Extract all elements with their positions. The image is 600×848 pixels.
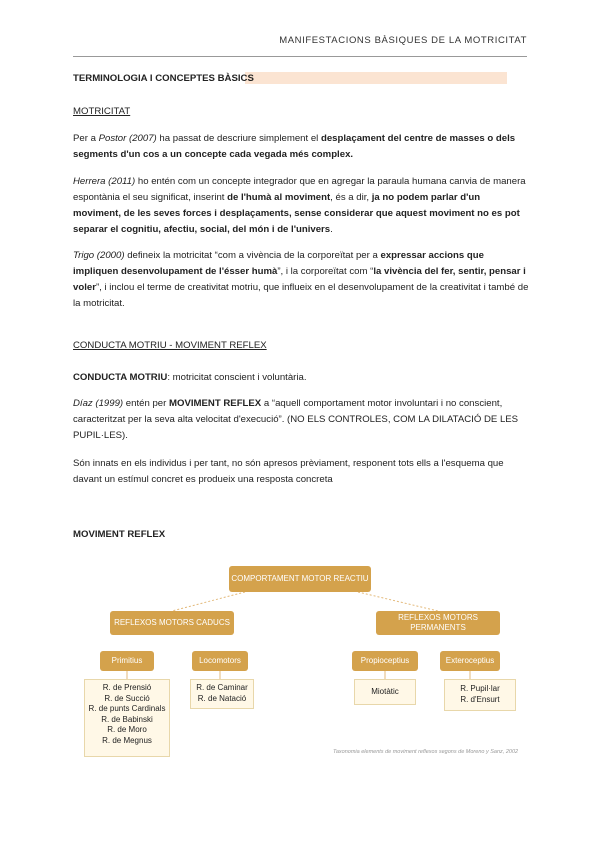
diagram-node-primitius: Primitius bbox=[100, 651, 154, 671]
connector-root-right bbox=[358, 592, 438, 611]
diagram-node-propioceptius: Propioceptius bbox=[352, 651, 418, 671]
diagram-node-exteroceptius: Exteroceptius bbox=[440, 651, 500, 671]
subhead-conducta-motriu: CONDUCTA MOTRIU - MOVIMENT REFLEX bbox=[73, 340, 267, 351]
leaf-item: Miotàtic bbox=[371, 687, 399, 696]
leaf-list-primitius bbox=[84, 679, 170, 757]
paragraph-diaz: Díaz (1999) entén per MOVIMENT REFLEX a “aquell comportament motor involuntari i no conscient, caracteritzat per la seva alta velocitat d'execució”. (NO ELS CONTROLES, COM LA DILATACIÓ DE LES PUPIL·LES). bbox=[73, 398, 519, 441]
subhead-motricitat: MOTRICITAT bbox=[73, 106, 131, 117]
diagram-node-caducs: REFLEXOS MOTORS CADUCS bbox=[110, 611, 234, 635]
diagram-node-permanents: REFLEXOS MOTORS PERMANENTS bbox=[376, 611, 500, 635]
diagram-root-node: COMPORTAMENT MOTOR REACTIU bbox=[229, 566, 371, 592]
leaf-list-propioceptius bbox=[354, 679, 416, 705]
paragraph-herrera: Herrera (2011) ho entén com un concepte integrador que en agregar la paraula humana canvia de manera espontània el seu significat, inserint de l'humà al moviment, és a dir, ja no podem parlar d'un moviment, de les seves forces i desplaçaments, sense considerar que aquest moviment no es pot separar el cognitiu, afectiu, social, del món i de l'univers. bbox=[73, 176, 526, 235]
leaf-list-locomotors bbox=[190, 679, 254, 709]
paragraph-postor: Per a Postor (2007) ha passat de descriure simplement el desplaçament del centre de masses o dels segments d'un cos a un concepte cada vegada més complex. bbox=[73, 133, 516, 160]
leaf-item: R. Pupil·lar bbox=[460, 684, 500, 693]
diagram-node-locomotors: Locomotors bbox=[192, 651, 248, 671]
connector-root-left bbox=[172, 592, 245, 611]
leaf-list-exteroceptius bbox=[444, 679, 516, 711]
diagram-caption: Taxonomia elements de moviment reflexos segons de Moreno y Sanz, 2002 bbox=[333, 749, 519, 755]
paragraph-trigo: Trigo (2000) defineix la motricitat “com a vivència de la corporeïtat per a expressar accions que impliquen desenvolupament de l'ésser humà”, i la corporeïtat com “la vivència del fer, sentir, pensar i voler”, i inclou el terme de creativitat motriu, que influeix en el desenvolupament de la creativitat i també de la motricitat. bbox=[73, 250, 529, 309]
leaf-item: R. d'Ensurt bbox=[460, 694, 500, 704]
paragraph-conducta-motriu: CONDUCTA MOTRIU: motricitat conscient i voluntària. bbox=[73, 372, 307, 383]
leaf-item: R. de Succió bbox=[104, 693, 150, 703]
leaf-item: R. de Caminar bbox=[196, 683, 248, 692]
leaf-item: R. de punts Cardinals bbox=[88, 704, 166, 714]
leaf-item: R. de Prensió bbox=[102, 683, 152, 692]
leaf-item: R. de Megnus bbox=[102, 735, 152, 745]
leaf-item: R. de Moro bbox=[107, 725, 147, 735]
leaf-item: R. de Natació bbox=[197, 693, 247, 703]
running-header: MANIFESTACIONS BÀSIQUES DE LA MOTRICITAT bbox=[279, 35, 527, 46]
section-title-terminologia: TERMINOLOGIA I CONCEPTES BÀSICS bbox=[73, 73, 254, 84]
section-title-moviment-reflex: MOVIMENT REFLEX bbox=[73, 529, 166, 540]
leaf-item: R. de Babinski bbox=[101, 714, 153, 724]
paragraph-innats: Són innats en els individus i per tant, no són apresos prèviament, responent tots ells a l'esquema que davant un estímul concret es produeix una resposta concreta bbox=[73, 458, 504, 485]
